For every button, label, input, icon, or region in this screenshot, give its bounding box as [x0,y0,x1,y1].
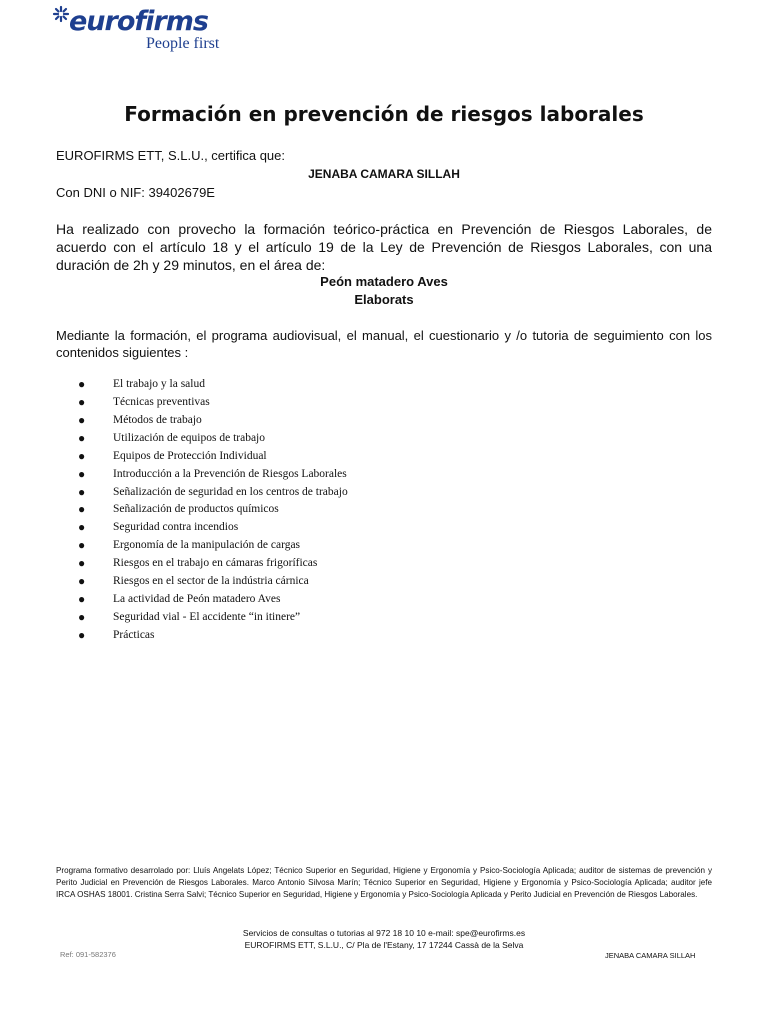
logo-wordmark: eurofirms [69,6,208,37]
contact-line-2: EUROFIRMS ETT, S.L.U., C/ Pla de l'Estany, 17 17244 Cassà de la Selva [244,940,524,950]
bullet-icon: ● [78,520,86,535]
topic-label: Señalización de seguridad en los centros de trabajo [113,485,348,498]
bullet-icon: ● [78,412,86,427]
id-line: Con DNI o NIF: 39402679E [56,185,215,200]
bullet-icon: ● [78,502,86,517]
topic-label: Seguridad vial - El accidente “in itinere” [113,610,301,623]
program-footnote: Programa formativo desarrolado por: Lluís Angelats López; Técnico Superior en Seguridad, Higiene y Ergonomía y Psico-Sociología Aplicada; auditor de sistemas de prevención y Perito Judicial en Prevención de Riesgos Laborales. Marco Antonio Silvosa Marín; Técnico Superior en Seguridad, Higiene y Ergonomía y Psico-Sociología Aplicada; auditor jefe IRCA OSHAS 18001. Cristina Serra Salvi; Técnico Superior en Seguridad, Higiene y Ergonomía y Psico-Sociología Aplicada y Perito Judicial en Prevención de Riesgos Laborales. [56,866,712,899]
area-position: Peón matadero Aves [320,274,448,289]
reference-number: Ref: 091-582376 [60,950,116,959]
topic-label: Introducción a la Prevención de Riesgos Laborales [113,467,347,480]
eurofirms-logo [52,4,242,56]
signature-name: JENABA CAMARA SILLAH [605,951,696,960]
topic-label: Técnicas preventivas [113,395,210,408]
bullet-icon: ● [78,538,86,553]
bullet-icon: ● [78,466,86,481]
contact-line-1: Servicios de consultas o tutorias al 972 18 10 10 e-mail: spe@eurofirms.es [242,928,526,938]
bullet-icon: ● [78,394,86,409]
topic-label: Utilización de equipos de trabajo [113,431,266,444]
logo-tagline: People first [146,35,220,52]
bullet-icon: ● [78,448,86,463]
document-title: Formación en prevención de riesgos laborales [124,102,644,126]
area-company: Elaborats [354,292,414,307]
bullet-icon: ● [78,377,86,391]
training-paragraph: Ha realizado con provecho la formación teórico-práctica en Prevención de Riesgos Laborales, de acuerdo con el artículo 18 y el artículo 19 de la Ley de Prevención de Riesgos Laborales, con una duración de 2h y 29 minutos, en el área de: [56,221,712,273]
topic-label: Riesgos en el sector de la indústria cárnica [113,575,309,588]
bullet-icon: ● [78,430,86,445]
topic-label: Prácticas [113,628,155,641]
topic-label: Seguridad contra incendios [113,521,239,534]
bullet-icon: ● [78,556,86,571]
bullet-icon: ● [78,609,86,624]
topic-label: Equipos de Protección Individual [113,449,267,462]
topic-label: Señalización de productos químicos [113,503,279,516]
topic-label: Métodos de trabajo [113,413,202,426]
person-name: JENABA CAMARA SILLAH [308,167,460,181]
topic-label: La actividad de Peón matadero Aves [113,593,281,606]
bullet-icon: ● [78,627,86,642]
bullet-icon: ● [78,592,86,607]
topic-label: El trabajo y la salud [113,378,205,390]
bullet-icon: ● [78,574,86,589]
topic-label: Ergonomía de la manipulación de cargas [113,539,301,552]
bullet-icon: ● [78,484,86,499]
certifier-line: EUROFIRMS ETT, S.L.U., certifica que: [56,148,285,163]
contents-intro: Mediante la formación, el programa audiovisual, el manual, el cuestionario y /o tutoria de seguimiento con los contenidos siguientes : [56,328,712,360]
topic-label: Riesgos en el trabajo en cámaras frigoríficas [113,557,318,570]
